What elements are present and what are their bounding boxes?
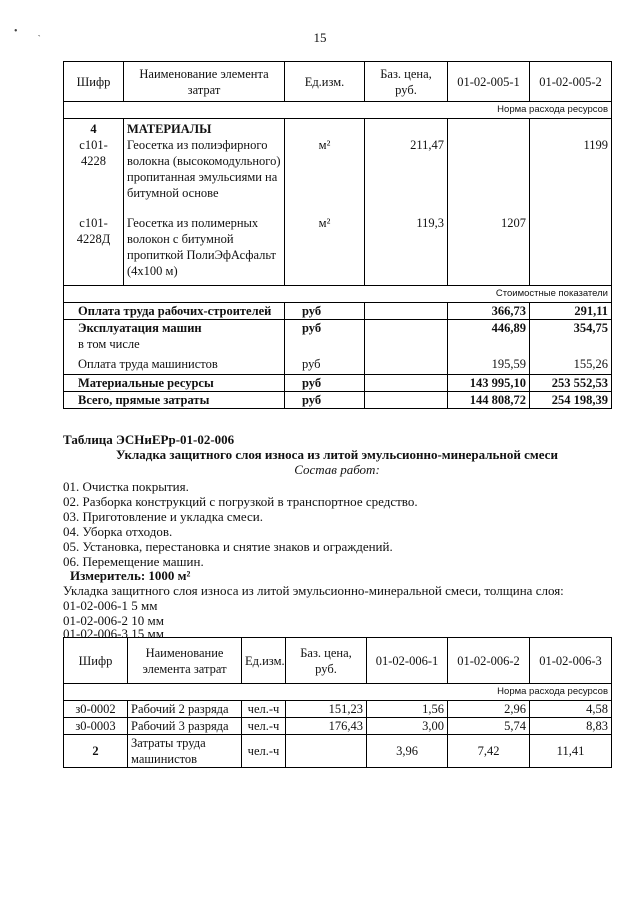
cost-value-2: 253 552,53 (530, 375, 612, 392)
material-code: с101-4228Д (64, 201, 124, 286)
cost-row (64, 336, 612, 354)
header-name: Наименование элемента затрат (128, 638, 242, 684)
material-row (64, 201, 612, 286)
cost-name: Эксплуатация машин (64, 320, 285, 337)
material-unit: м² (285, 201, 365, 286)
resource-value-2: 7,42 (448, 735, 530, 768)
material-value-1 (448, 119, 530, 202)
work-item: 01. Очистка покрытия. (63, 479, 189, 494)
measure: Измеритель: 1000 м² (70, 568, 191, 583)
cost-unit: руб (285, 354, 365, 375)
norm-label-row (64, 102, 612, 119)
material-price: 211,47 (365, 119, 448, 202)
cost-row (64, 303, 612, 320)
variant: 01-02-006-3 15 мм (63, 626, 164, 641)
cost-unit: руб (285, 392, 365, 409)
work-item: 02. Разборка конструкций с погрузкой в транспортное средство. (63, 494, 418, 509)
section-number: 4 (90, 122, 97, 136)
resource-unit: чел.-ч (242, 701, 286, 718)
composition-title: Состав работ: (294, 462, 380, 477)
cost-value-2 (530, 336, 612, 354)
header-col3: 01-02-006-3 (530, 638, 612, 684)
resource-value-1: 3,00 (367, 718, 448, 735)
work-item: 03. Приготовление и укладка смеси. (63, 509, 263, 524)
resource-row (64, 718, 612, 735)
norm-label-row (64, 684, 612, 701)
cost-row (64, 320, 612, 337)
header-price: Баз. цена, руб. (286, 638, 367, 684)
header-col1: 01-02-005-1 (448, 62, 530, 102)
cost-row (64, 354, 612, 375)
header-code: Шифр (64, 638, 128, 684)
norm-label: Норма расхода ресурсов (64, 684, 612, 701)
scan-marks: • ˏ (14, 26, 41, 37)
cost-value-2: 354,75 (530, 320, 612, 337)
resource-value-3: 8,83 (530, 718, 612, 735)
cost-name: Оплата труда машинистов (64, 354, 285, 375)
norm-label: Норма расхода ресурсов (64, 102, 612, 119)
resource-name: Затраты труда машинистов (128, 735, 242, 768)
material-code: 4 с101-4228 (64, 119, 124, 202)
cost-label-row (64, 286, 612, 303)
cost-value-1 (448, 336, 530, 354)
cost-value-1: 366,73 (448, 303, 530, 320)
cost-row (64, 375, 612, 392)
table-subtitle: Укладка защитного слоя износа из литой эмульсионно-минеральной смеси (116, 447, 558, 462)
material-row (64, 119, 612, 202)
resource-name: Рабочий 2 разряда (128, 701, 242, 718)
resource-price (286, 735, 367, 768)
resource-unit: чел.-ч (242, 718, 286, 735)
header-col1: 01-02-006-1 (367, 638, 448, 684)
resource-code: з0-0002 (64, 701, 128, 718)
cost-value-1: 446,89 (448, 320, 530, 337)
page-number: 15 (313, 30, 327, 45)
resource-value-3: 4,58 (530, 701, 612, 718)
resource-value-2: 2,96 (448, 701, 530, 718)
header-name: Наименование элемента затрат (124, 62, 285, 102)
section-title: МАТЕРИАЛЫ (127, 122, 212, 136)
resource-row (64, 701, 612, 718)
material-name: МАТЕРИАЛЫ Геосетка из полиэфирного волокна (высокомодульного) пропитанная эмульсиями на битумной основе (124, 119, 285, 202)
variant: 01-02-006-1 5 мм (63, 598, 158, 613)
cost-value-2: 291,11 (530, 303, 612, 320)
table-header-row (64, 62, 612, 102)
work-item: 06. Перемещение машин. (63, 554, 204, 569)
cost-name: Оплата труда рабочих-строителей (64, 303, 285, 320)
resource-row (64, 735, 612, 768)
resource-table-005 (63, 61, 612, 409)
material-unit: м² (285, 119, 365, 202)
resource-price: 151,23 (286, 701, 367, 718)
header-unit: Ед.изм. (242, 638, 286, 684)
resource-code: з0-0003 (64, 718, 128, 735)
header-col2: 01-02-006-2 (448, 638, 530, 684)
resource-price: 176,43 (286, 718, 367, 735)
cost-unit: руб (285, 320, 365, 337)
cost-value-1: 195,59 (448, 354, 530, 375)
resource-value-3: 11,41 (530, 735, 612, 768)
resource-table-006 (63, 637, 612, 768)
table-title: Таблица ЭСНиЕРр-01-02-006 (63, 432, 235, 447)
header-col2: 01-02-005-2 (530, 62, 612, 102)
cost-name: Материальные ресурсы (64, 375, 285, 392)
material-value-1: 1207 (448, 201, 530, 286)
resource-value-2: 5,74 (448, 718, 530, 735)
cost-unit (285, 336, 365, 354)
cost-row (64, 392, 612, 409)
resource-name: Рабочий 3 разряда (128, 718, 242, 735)
table-header-row (64, 638, 612, 684)
cost-value-2: 254 198,39 (530, 392, 612, 409)
header-price: Баз. цена, руб. (365, 62, 448, 102)
material-value-2 (530, 201, 612, 286)
header-unit: Ед.изм. (285, 62, 365, 102)
resource-value-1: 3,96 (367, 735, 448, 768)
header-code: Шифр (64, 62, 124, 102)
work-item: 05. Установка, перестановка и снятие знаков и ограждений. (63, 539, 393, 554)
cost-value-1: 143 995,10 (448, 375, 530, 392)
resource-unit: чел.-ч (242, 735, 286, 768)
resource-value-1: 1,56 (367, 701, 448, 718)
cost-label: Стоимостные показатели (64, 286, 612, 303)
cost-unit: руб (285, 303, 365, 320)
cost-value-1: 144 808,72 (448, 392, 530, 409)
material-name: Геосетка из полимерных волокон с битумной пропиткой ПолиЭфАсфальт (4х100 м) (124, 201, 285, 286)
resource-code: 2 (64, 735, 128, 768)
cost-name: в том числе (64, 336, 285, 354)
variant: 01-02-006-2 10 мм (63, 613, 164, 628)
work-item: 04. Уборка отходов. (63, 524, 173, 539)
cost-name: Всего, прямые затраты (64, 392, 285, 409)
material-value-2: 1199 (530, 119, 612, 202)
cost-unit: руб (285, 375, 365, 392)
material-price: 119,3 (365, 201, 448, 286)
description: Укладка защитного слоя износа из литой эмульсионно-минеральной смеси, толщина слоя: (63, 583, 564, 598)
cost-value-2: 155,26 (530, 354, 612, 375)
